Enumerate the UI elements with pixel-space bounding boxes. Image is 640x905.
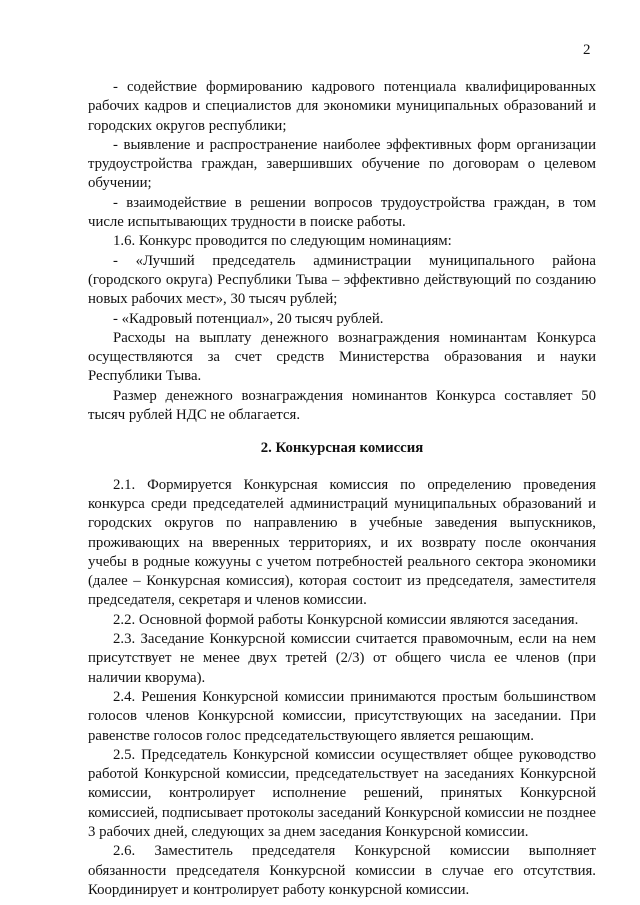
paragraph-nomination-staff-potential: - «Кадровый потенциал», 20 тысяч рублей. (113, 310, 384, 327)
paragraph-2-3: 2.3. Заседание Конкурсной комиссии считается правомочным, если на нем присутствует не менее двух третей (2/3) от общего числа ее членов (при наличии кворума). (88, 631, 596, 686)
section-heading: 2. Конкурсная комиссия (260, 440, 424, 457)
paragraph-nomination-best-chairman: - «Лучший председатель администрации муниципального района (городского округа) Республики Тыва – эффективно действующий по созданию новых рабочих мест», 30 тысяч рублей; (88, 252, 596, 308)
paragraph-2-1: 2.1. Формируется Конкурсная комиссия по определению проведения конкурса среди председателей администраций муниципальных образований и городских округов по направлению в учебные заведения выпускников, проживающих на вверенных территориях, и их возврату после окончания учебы в родные кожууны с учетом потребностей реального сектора экономики (далее – Конкурсная комиссия), которая состоит из председателя, заместителя председателя, секретаря и членов комиссии. (88, 476, 596, 609)
paragraph-goal-staff: - содействие формированию кадрового потенциала квалифицированных рабочих кадров и специалистов для экономики муниципальных образований и городских округов республики; (88, 79, 596, 134)
paragraph-2-6: 2.6. Заместитель председателя Конкурсной комиссии выполняет обязанности председателя Конкурсной комиссии в случае его отсутствия. Координирует и контролирует работу конкурсной комиссии. (88, 843, 596, 898)
paragraph-2-4: 2.4. Решения Конкурсной комиссии принимаются простым большинством голосов членов Конкурсной комиссии, присутствующих на заседании. При равенстве голосов голос председательствующего является решающим. (88, 688, 596, 744)
paragraph-2-5: 2.5. Председатель Конкурсной комиссии осуществляет общее руководство работой Конкурсной комиссии, председательствует на заседаниях Конкурсной комиссии, контролирует исполнение решений, принятых Конкурсной комиссией, подписывает протоколы заседаний Конкурсной комиссии не позднее 3 рабочих дней, следующих за днем заседания Конкурсной комиссии. (88, 746, 596, 840)
paragraph-1-6: 1.6. Конкурс проводится по следующим номинациям: (113, 233, 452, 250)
paragraph-award-expenses: Расходы на выплату денежного вознаграждения номинантам Конкурса осуществляются за счет средств Министерства образования и науки Республики Тыва. (88, 329, 596, 385)
paragraph-award-amount: Размер денежного вознаграждения номинантов Конкурса составляет 50 тысяч рублей НДС не облагается. (88, 387, 596, 424)
paragraph-goal-forms: - выявление и распространение наиболее эффективных форм организации трудоустройства граждан, завершивших обучение по договорам о целевом обучении; (88, 136, 596, 192)
page-number: 2 (583, 42, 591, 58)
paragraph-2-2: 2.2. Основной формой работы Конкурсной комиссии являются заседания. (113, 611, 579, 628)
document-body (88, 78, 596, 900)
paragraph-goal-cooperation: - взаимодействие в решении вопросов трудоустройства граждан, в том числе испытывающих трудности в поиске работы. (88, 194, 596, 231)
